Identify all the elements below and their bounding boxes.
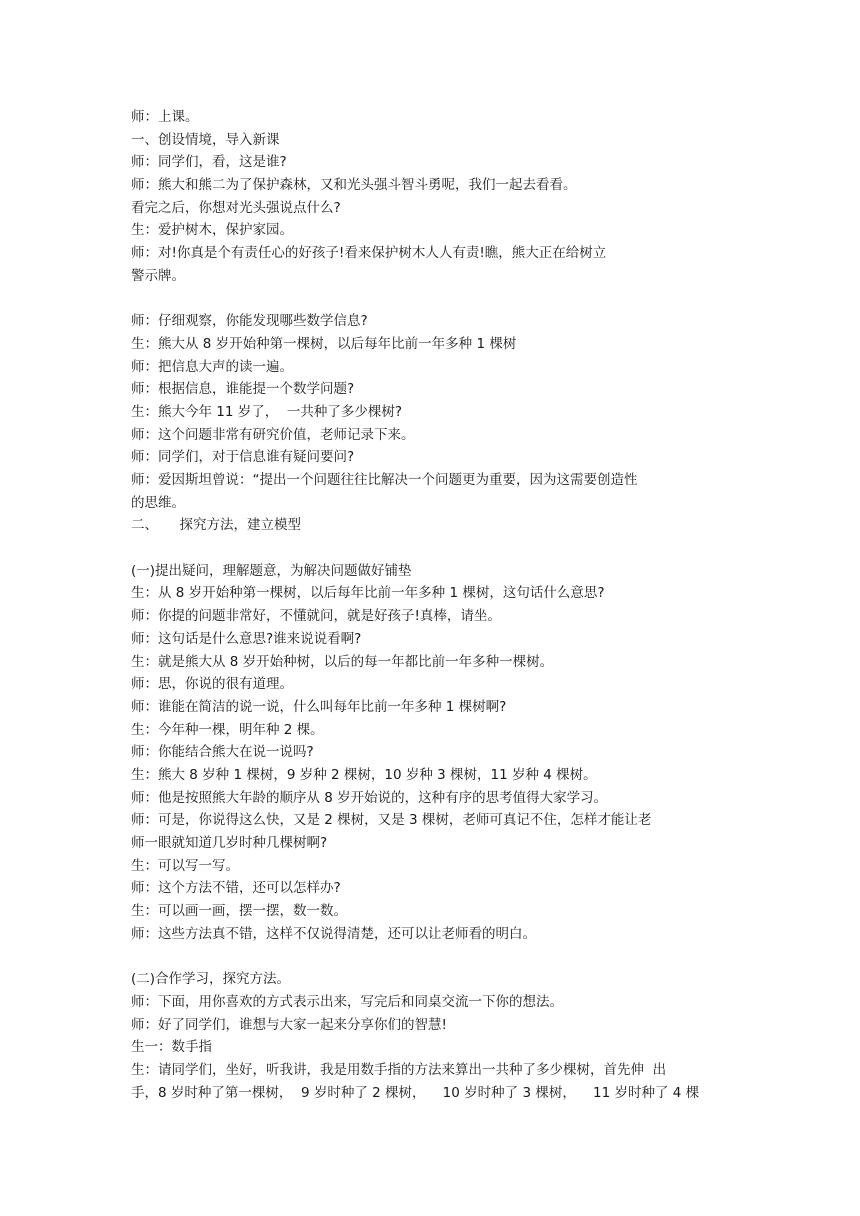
text-line: 师：可是，你说得这么快，又是 2 棵树，又是 3 棵树，老师可真记不住，怎样才能让老 bbox=[131, 812, 652, 829]
text-line: 生：请同学们，坐好，听我讲，我是用数手指的方法来算出一共种了多少棵树，首先伸 出 bbox=[131, 1061, 667, 1078]
text-line: 师：爱因斯坦曾说：“提出一个问题往往比解决一个问题更为重要，因为这需要创造性 bbox=[131, 472, 638, 488]
blank-line bbox=[131, 288, 741, 311]
text-line: 生：可以写一写。 bbox=[131, 857, 239, 874]
text-line: 师：好了同学们，谁想与大家一起来分享你们的智慧! bbox=[131, 1016, 447, 1033]
text-line: 师：谁能在简洁的说一说，什么叫每年比前一年多种 1 棵树啊? bbox=[131, 698, 507, 715]
text-line: 生：从 8 岁开始种第一棵树，以后每年比前一年多种 1 棵树，这句话什么意思? bbox=[131, 585, 605, 602]
text-line: 师：把信息大声的读一遍。 bbox=[131, 358, 293, 375]
text-line: 生：就是熊大从 8 岁开始种树，以后的每一年都比前一年多种一棵树。 bbox=[131, 653, 554, 670]
text-line: 师：上课。 bbox=[131, 109, 199, 125]
text-line: 师：同学们，看，这是谁? bbox=[131, 154, 287, 171]
text-line: 师：仔细观察，你能发现哪些数学信息? bbox=[131, 313, 368, 330]
text-line: 手，8 岁时种了第一棵树， 9 岁时种了 2 棵树， 10 岁时种了 3 棵树， 11 岁时种了 4 棵 bbox=[131, 1084, 700, 1101]
text-line: 师：这些方法真不错，这样不仅说得清楚，还可以让老师看的明白。 bbox=[131, 925, 536, 942]
text-line: 看完之后，你想对光头强说点什么? bbox=[131, 199, 341, 216]
subsection-heading: (一)提出疑问，理解题意，为解决问题做好铺垫 bbox=[131, 562, 412, 579]
text-line: 生：可以画一画，摆一摆，数一数。 bbox=[131, 903, 347, 920]
text-line: 生：熊大 8 岁种 1 棵树，9 岁种 2 棵树，10 岁种 3 棵树，11 岁种 4 棵树。 bbox=[131, 766, 597, 783]
text-line: 生：今年种一棵，明年种 2 棵。 bbox=[131, 721, 324, 738]
text-line: 师：熊大和熊二为了保护森林，又和光头强斗智斗勇呢，我们一起去看看。 bbox=[131, 177, 577, 194]
blank-line bbox=[131, 945, 741, 968]
text-line: 师：同学们，对于信息谁有疑问要问? bbox=[131, 449, 355, 466]
text-line: 师：你提的问题非常好，不懂就问，就是好孩子!真棒，请坐。 bbox=[131, 608, 501, 625]
text-line: 师：思，你说的很有道理。 bbox=[131, 676, 293, 693]
text-line: 师一眼就知道几岁时种几棵树啊? bbox=[131, 835, 328, 851]
text-line: 师：你能结合熊大在说一说吗? bbox=[131, 744, 314, 761]
section-heading: 二、 探究方法，建立模型 bbox=[131, 517, 301, 534]
text-line: 师：他是按照熊大年龄的顺序从 8 岁开始说的，这种有序的思考值得大家学习。 bbox=[131, 789, 608, 806]
subsection-heading: (二)合作学习，探究方法。 bbox=[131, 971, 291, 988]
text-line: 警示牌。 bbox=[131, 267, 185, 284]
text-line: 师：根据信息，谁能提一个数学问题? bbox=[131, 381, 355, 398]
text-line: 的思维。 bbox=[131, 494, 185, 511]
text-line: 师：对!你真是个有责任心的好孩子!看来保护树木人人有责!瞧，熊大正在给树立 bbox=[131, 245, 607, 262]
section-heading: 一、创设情境，导入新课 bbox=[131, 131, 280, 148]
text-line: 生：熊大今年 11 岁了， 一共种了多少棵树? bbox=[131, 403, 403, 420]
text-line: 师：这句话是什么意思?谁来说说看啊? bbox=[131, 630, 362, 647]
blank-line bbox=[131, 537, 741, 560]
text-line: 师：这个问题非常有研究价值，老师记录下来。 bbox=[131, 426, 415, 443]
text-line: 生：爱护树木，保护家园。 bbox=[131, 222, 293, 239]
text-line: 师：这个方法不错，还可以怎样办? bbox=[131, 880, 341, 897]
text-line: 师：下面，用你喜欢的方式表示出来，写完后和同桌交流一下你的想法。 bbox=[131, 993, 563, 1010]
text-line: 生：熊大从 8 岁开始种第一棵树，以后每年比前一年多种 1 棵树 bbox=[131, 335, 517, 352]
text-line: 生一：数手指 bbox=[131, 1039, 212, 1056]
document-body bbox=[131, 106, 741, 1104]
